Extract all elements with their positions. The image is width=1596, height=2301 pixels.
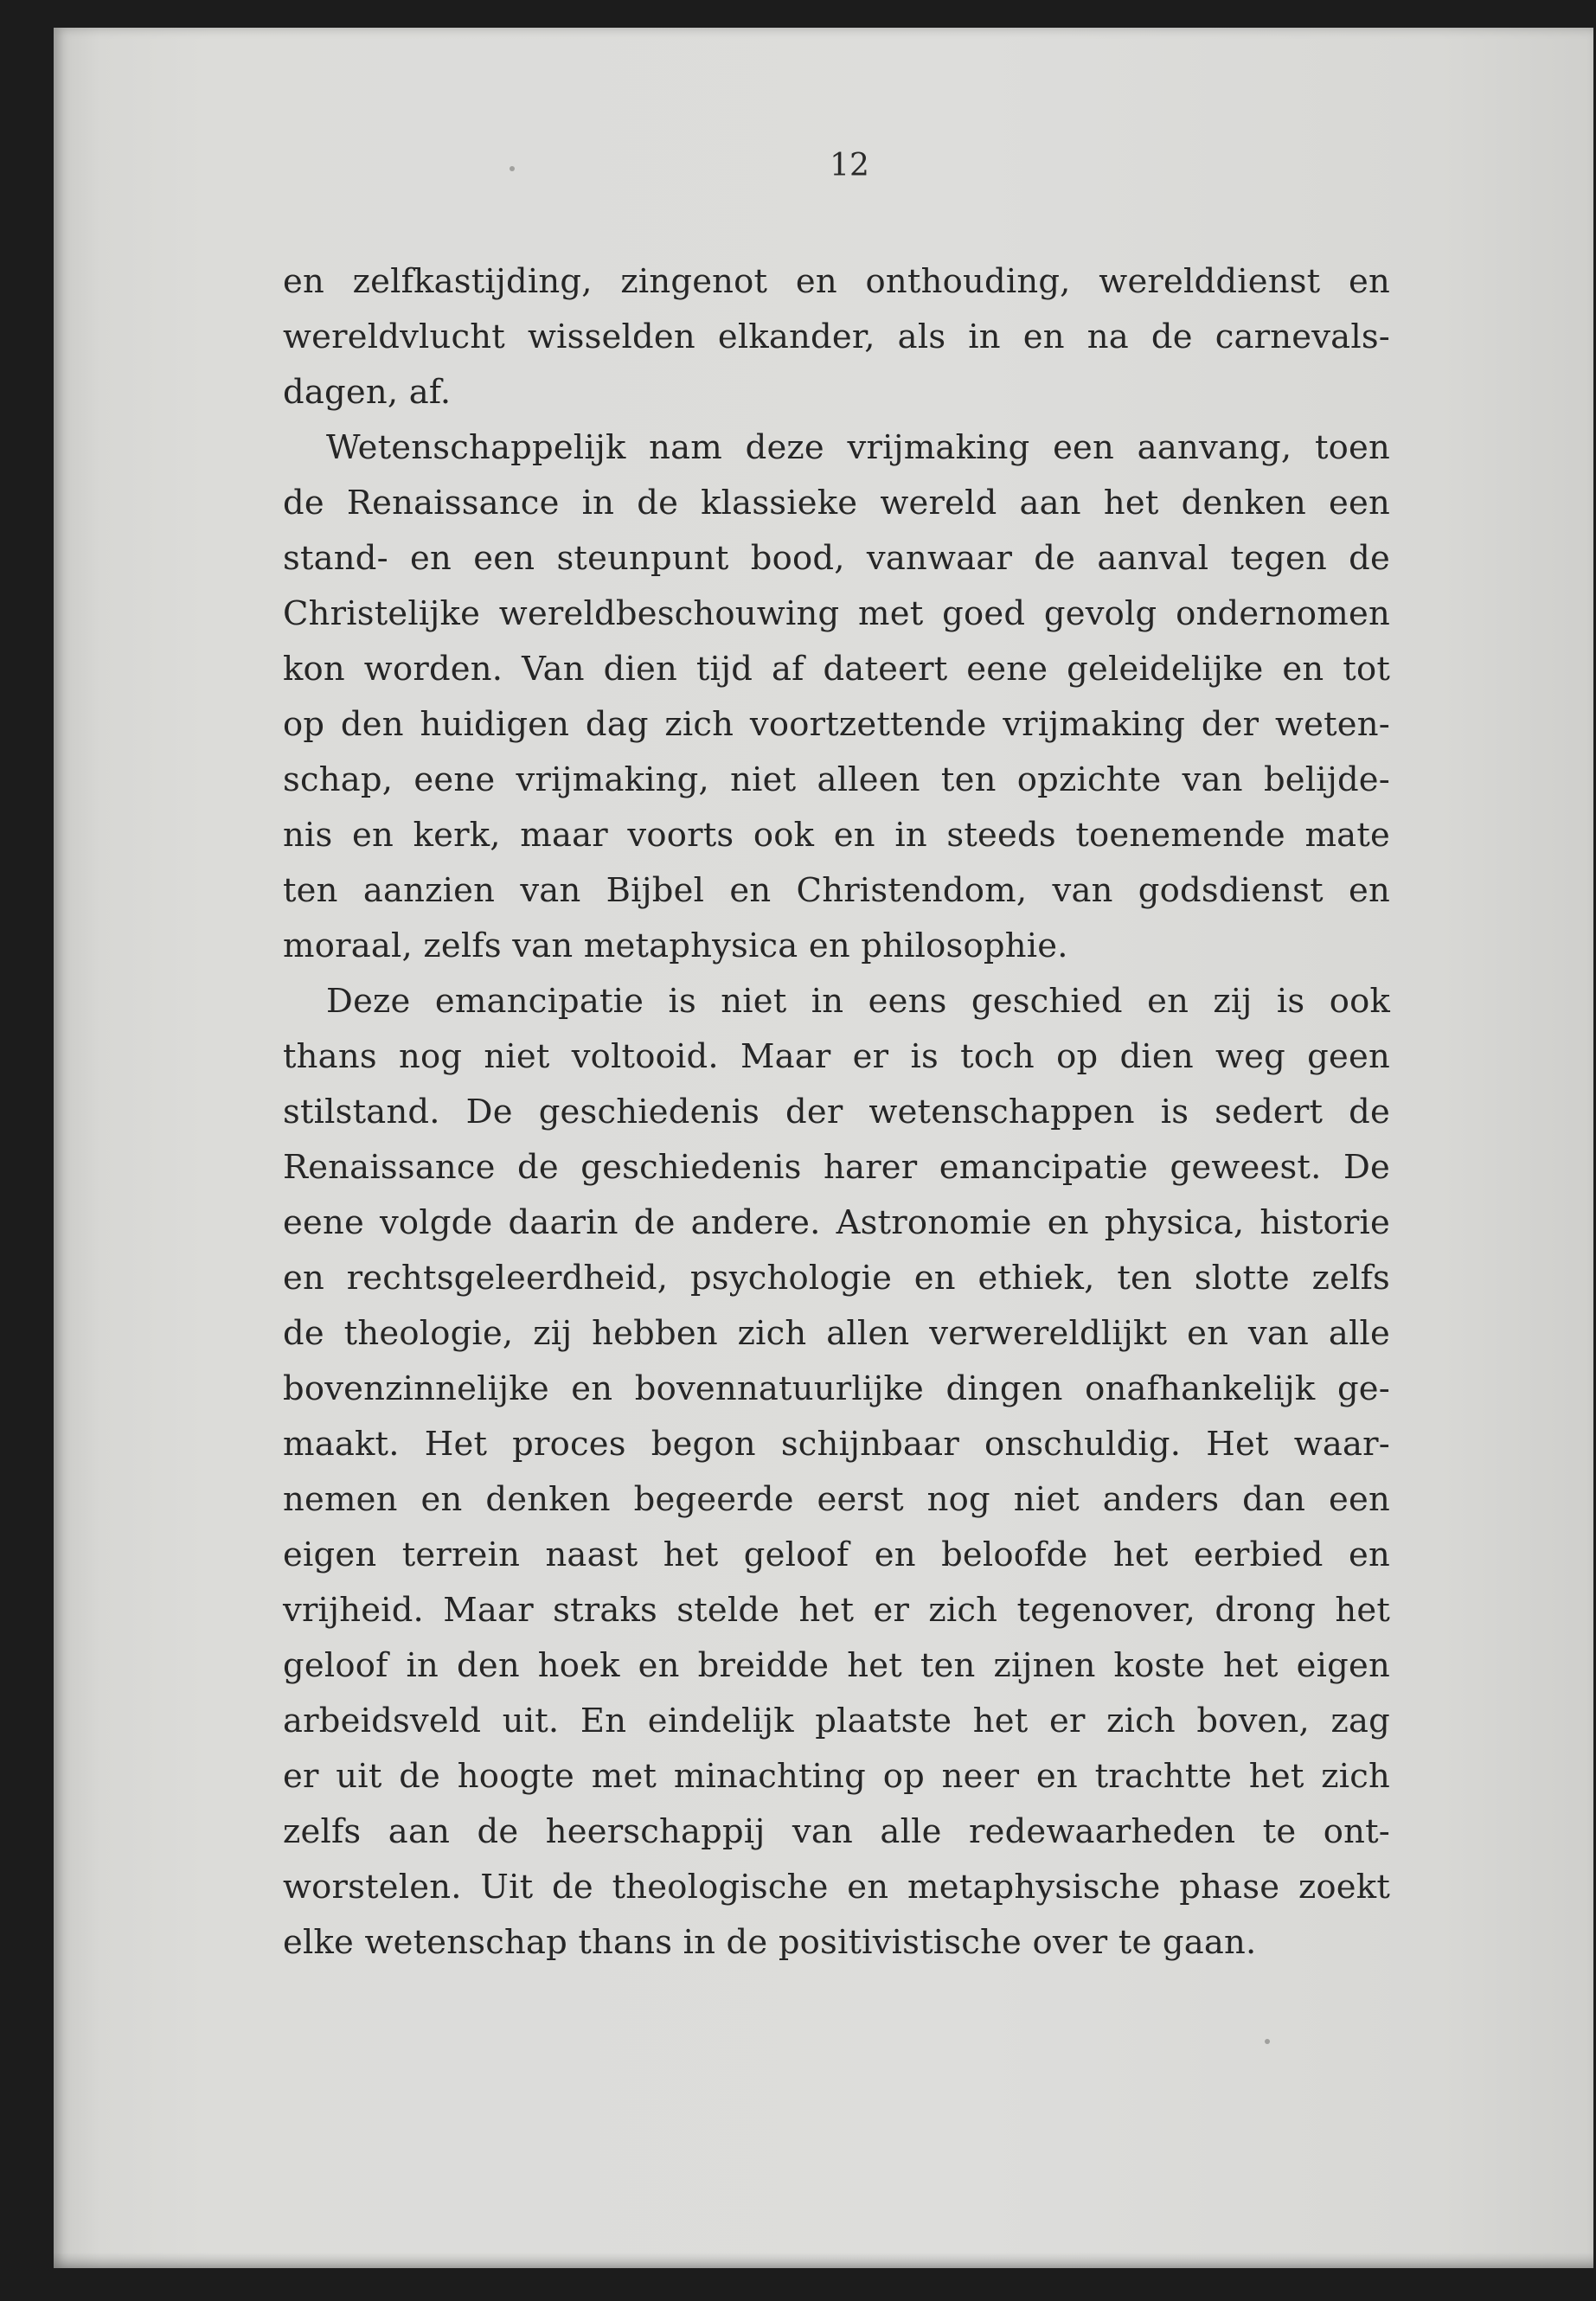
text-line: dagen, af. bbox=[283, 373, 452, 412]
text-line: nis en kerk, maar voorts ook en in steeds toenemende mate bbox=[283, 816, 1390, 855]
text-line: en rechtsgeleerdheid, psychologie en ethiek, ten slotte zelfs bbox=[283, 1259, 1390, 1298]
text-line: geloof in den hoek en breidde het ten zijnen koste het eigen bbox=[283, 1646, 1390, 1685]
text-line: worstelen. Uit de theologische en metaphysische phase zoekt bbox=[283, 1868, 1390, 1907]
book-page bbox=[54, 28, 1593, 2268]
text-line: schap, eene vrijmaking, niet alleen ten opzichte van belijde- bbox=[283, 760, 1390, 799]
text-line: wereldvlucht wisselden elkander, als in en na de carnevals- bbox=[283, 317, 1390, 356]
text-line: er uit de hoogte met minachting op neer en trachtte het zich bbox=[283, 1757, 1390, 1796]
body-text bbox=[283, 254, 1390, 1971]
text-line: elke wetenschap thans in de positivistische over te gaan. bbox=[283, 1923, 1257, 1962]
text-line: Renaissance de geschiedenis harer emancipatie geweest. De bbox=[283, 1148, 1390, 1187]
text-line: Christelijke wereldbeschouwing met goed gevolg ondernomen bbox=[283, 594, 1390, 633]
text-line: moraal, zelfs van metaphysica en philosophie. bbox=[283, 926, 1068, 965]
text-line: ten aanzien van Bijbel en Christendom, van godsdienst en bbox=[283, 871, 1390, 910]
text-line: nemen en denken begeerde eerst nog niet anders dan een bbox=[283, 1480, 1390, 1519]
text-line: op den huidigen dag zich voortzettende vrijmaking der weten- bbox=[283, 705, 1390, 744]
text-line: arbeidsveld uit. En eindelijk plaatste het er zich boven, zag bbox=[283, 1702, 1390, 1740]
text-line: en zelfkastijding, zingenot en onthouding, werelddienst en bbox=[283, 262, 1390, 301]
text-line: eene volgde daarin de andere. Astronomie en physica, historie bbox=[283, 1203, 1390, 1242]
text-line: de Renaissance in de klassieke wereld aan het denken een bbox=[283, 484, 1390, 522]
text-line: stand- en een steunpunt bood, vanwaar de aanval tegen de bbox=[283, 539, 1390, 578]
text-line: Wetenschappelijk nam deze vrijmaking een aanvang, toen bbox=[326, 428, 1390, 467]
text-line: eigen terrein naast het geloof en beloofde het eerbied en bbox=[283, 1535, 1390, 1574]
text-line: thans nog niet voltooid. Maar er is toch op dien weg geen bbox=[283, 1037, 1390, 1076]
text-line: vrijheid. Maar straks stelde het er zich tegenover, drong het bbox=[283, 1591, 1390, 1630]
page-number: 12 bbox=[830, 148, 869, 183]
paper-speck bbox=[1265, 2039, 1270, 2044]
text-line: zelfs aan de heerschappij van alle redewaarheden te ont- bbox=[283, 1812, 1390, 1851]
text-line: kon worden. Van dien tijd af dateert eene geleidelijke en tot bbox=[283, 650, 1390, 689]
paper-speck bbox=[510, 166, 515, 171]
text-line: stilstand. De geschiedenis der wetenschappen is sedert de bbox=[283, 1093, 1390, 1131]
text-line: bovenzinnelijke en bovennatuurlijke dingen onafhankelijk ge- bbox=[283, 1369, 1390, 1408]
text-line: maakt. Het proces begon schijnbaar onschuldig. Het waar- bbox=[283, 1425, 1390, 1464]
text-line: de theologie, zij hebben zich allen verwereldlijkt en van alle bbox=[283, 1314, 1390, 1353]
text-line: Deze emancipatie is niet in eens geschied en zij is ook bbox=[326, 982, 1390, 1021]
